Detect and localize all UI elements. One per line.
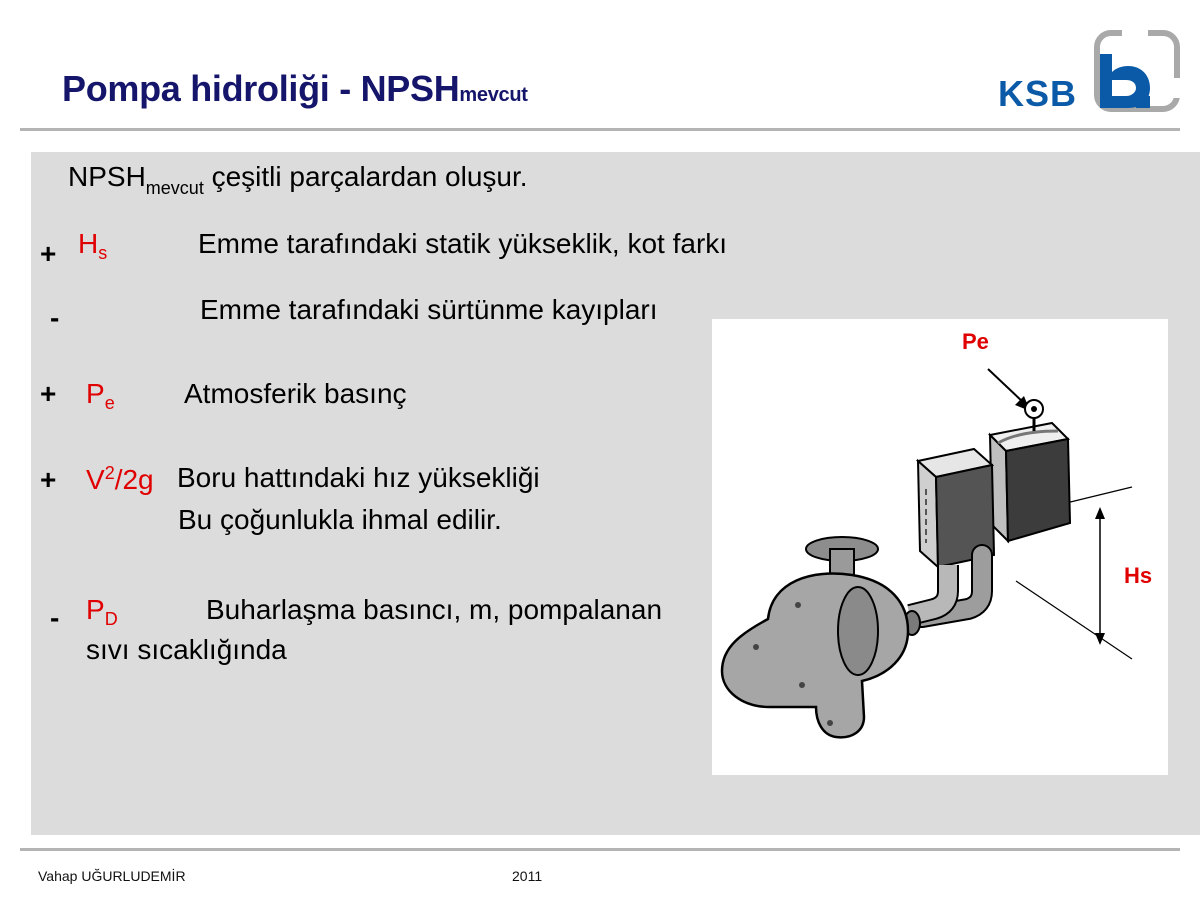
sign-minus: - — [50, 602, 60, 633]
hs-arrow-top — [1095, 507, 1105, 519]
symbol-pd — [86, 596, 118, 628]
pump-diagram — [712, 319, 1168, 775]
intro-text: çeşitli parçalardan oluşur. — [203, 161, 528, 192]
logo-text: KSB — [998, 73, 1078, 114]
symbol-pd-main: P — [86, 594, 105, 625]
footer-divider — [20, 848, 1180, 851]
symbol-pe-sub: e — [104, 393, 115, 413]
symbol-v-rest: /2g — [114, 464, 154, 495]
item-velocity-note: Bu çoğunlukla ihmal edilir. — [178, 504, 502, 535]
header-divider — [20, 128, 1180, 131]
item-atmospheric-text: Atmosferik basınç — [184, 378, 407, 409]
item-velocity-text: Boru hattındaki hız yüksekliği — [177, 462, 540, 493]
centrifugal-pump — [722, 537, 908, 737]
sign-plus: + — [40, 464, 57, 495]
footer-author: Vahap UĞURLUDEMİR — [38, 868, 186, 884]
hs-arrow-bottom — [1095, 633, 1105, 645]
symbol-pe — [86, 380, 115, 412]
symbol-hs-main: H — [78, 228, 99, 259]
suction-pipe — [904, 555, 982, 635]
page-title-main: Pompa hidroliği - NPSH — [62, 68, 460, 109]
symbol-pd-sub: D — [104, 609, 118, 629]
sign-plus: + — [40, 238, 57, 269]
symbol-velocity-head — [86, 464, 154, 494]
sign-plus: + — [40, 378, 57, 409]
label-hs: Hs — [1124, 563, 1153, 588]
item-vapor-note: sıvı sıcaklığında — [86, 634, 287, 665]
page-title — [62, 68, 528, 110]
pe-arrow — [988, 369, 1024, 403]
open-tank — [990, 400, 1070, 541]
intro-subscript: mevcut — [145, 178, 204, 198]
intro-line — [68, 163, 528, 197]
symbol-v-sup: 2 — [104, 463, 115, 483]
page-title-subscript: mevcut — [459, 84, 528, 106]
logo-mark-icon — [1094, 30, 1180, 112]
pump-diagram-drawing — [712, 319, 1168, 775]
symbol-hs — [78, 230, 107, 262]
symbol-hs-sub: s — [98, 243, 108, 263]
item-friction-text: Emme tarafındaki sürtünme kayıpları — [200, 294, 658, 325]
intro-npsh: NPSH — [68, 161, 146, 192]
footer-year: 2011 — [512, 868, 543, 884]
hs-reference-line-bottom — [1016, 581, 1132, 659]
symbol-v: V — [86, 464, 105, 495]
ksb-logo — [998, 30, 1182, 112]
label-pe: Pe — [962, 329, 989, 354]
sign-minus: - — [50, 302, 60, 333]
item-vapor-text: Buharlaşma basıncı, m, pompalanan — [206, 594, 663, 625]
item-static-head-text: Emme tarafındaki statik yükseklik, kot farkı — [198, 228, 728, 259]
symbol-pe-main: P — [86, 378, 105, 409]
